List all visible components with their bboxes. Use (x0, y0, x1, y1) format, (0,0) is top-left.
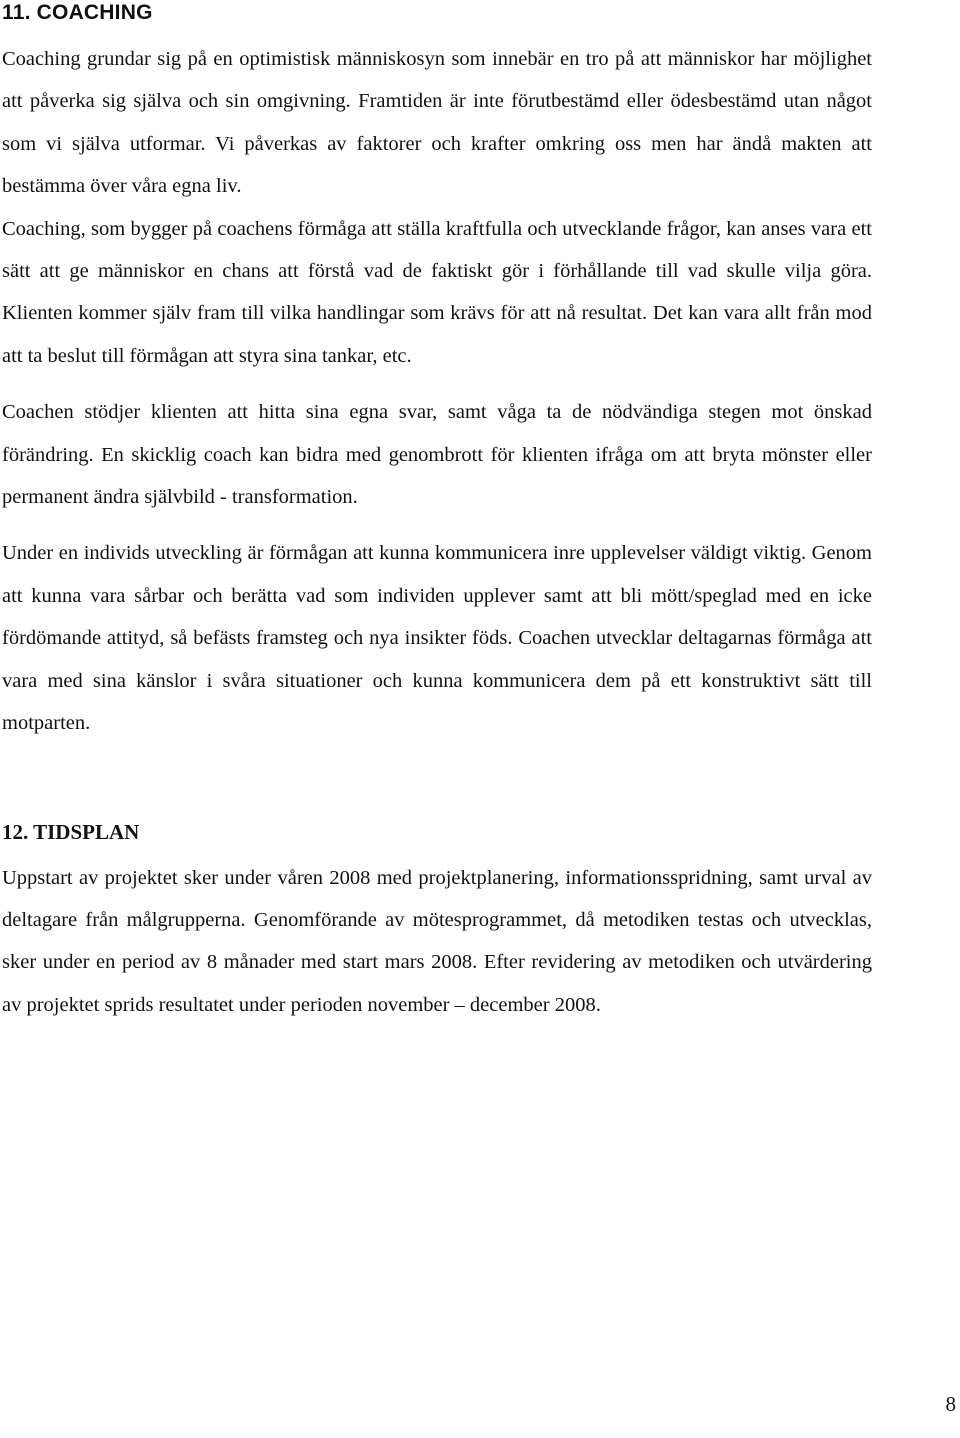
paragraph-coaching-4: Under en individs utveckling är förmågan att kunna kommunicera inre upplevelser väldigt viktig. Genom att kunna vara sårbar och berätta vad som individen upplever samt att bli mött/speglad med en icke fördömande attityd, så befästs framsteg och nya insikter föds. Coachen utvecklar deltagarnas förmåga att vara med sina känslor i svåra situationer och kunna kommunicera dem på ett konstruktivt sätt till motparten. (2, 542, 872, 735)
document-page (2, 0, 872, 1026)
section-heading-tidsplan: 12. TIDSPLAN (2, 819, 140, 844)
page-number: 8 (945, 1392, 956, 1416)
paragraph-coaching-3: Coachen stödjer klienten att hitta sina egna svar, samt våga ta de nödvändiga stegen mot önskad förändring. En skicklig coach kan bidra med genombrott för klienten ifråga om att bryta mönster eller permanent ändra självbild - transformation. (2, 401, 872, 509)
paragraph-coaching-2: Coaching, som bygger på coachens förmåga att ställa kraftfulla och utvecklande frågor, kan anses vara ett sätt att ge människor en chans att förstå vad de faktiskt gör i förhållande till vad skulle vilja göra. Klienten kommer själv fram till vilka handlingar som krävs för att nå resultat. Det kan vara allt från mod att ta beslut till förmågan att styra sina tankar, etc. (2, 217, 872, 367)
paragraph-tidsplan-1: Uppstart av projektet sker under våren 2008 med projektplanering, informationsspridning, samt urval av deltagare från målgrupperna. Genomförande av mötesprogrammet, då metodiken testas och utvecklas, sker under en period av 8 månader med start mars 2008. Efter revidering av metodiken och utvärdering av projektet sprids resultatet under perioden november – december 2008. (2, 866, 872, 1016)
paragraph-coaching-1: Coaching grundar sig på en optimistisk människosyn som innebär en tro på att människor har möjlighet att påverka sig själva och sin omgivning. Framtiden är inte förutbestämd eller ödesbestämd utan något som vi själva utformar. Vi påverkas av faktorer och krafter omkring oss men har ändå makten att bestämma över våra egna liv. (2, 48, 872, 198)
section-heading-coaching: 11. COACHING (2, 1, 153, 24)
